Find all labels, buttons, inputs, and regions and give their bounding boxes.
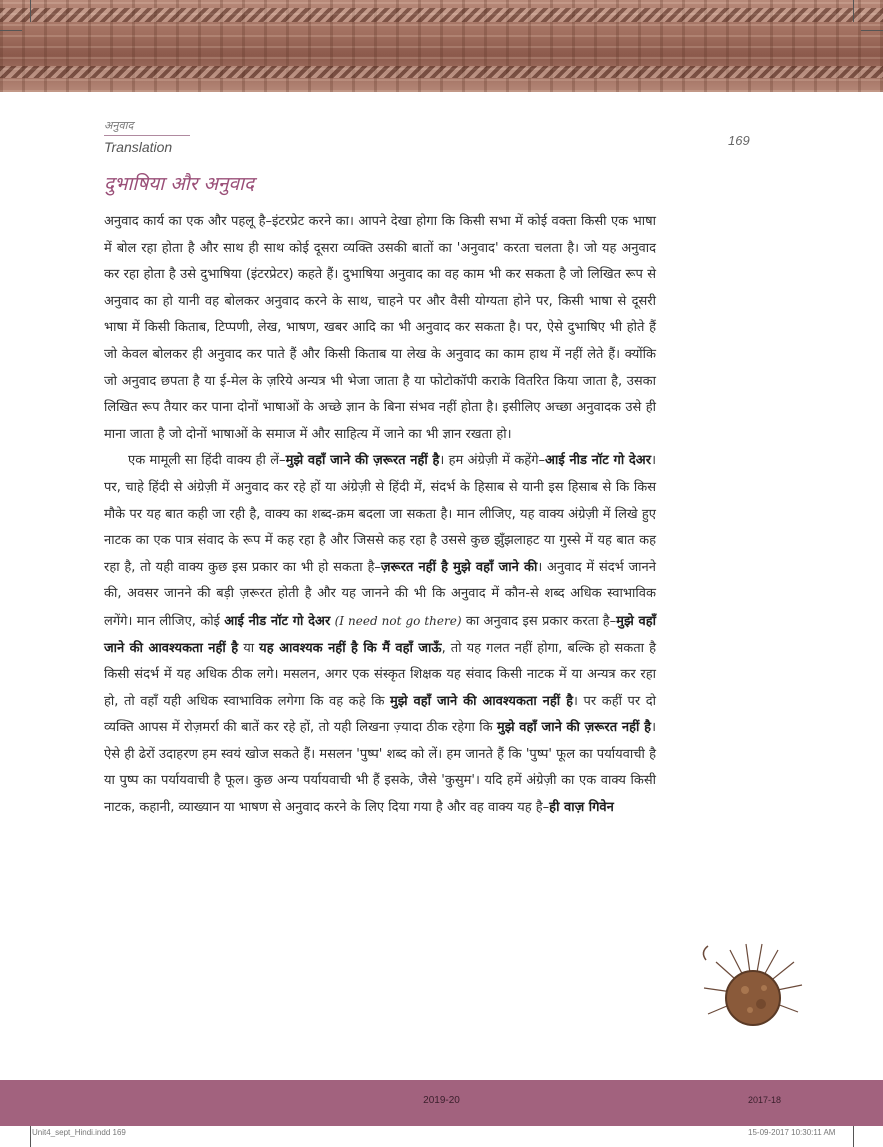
paragraph-1: अनुवाद कार्य का एक और पहलू है–इंटरप्रेट करने का। आपने देखा होगा कि किसी सभा में कोई वक्ता किसी एक भाषा में बोल रहा होता है और साथ ही साथ कोई दूसरा व्यक्ति उसकी बातों का 'अनुवाद' करता चलता है। जो यह अनुवाद कर रहा होता है उसे दुभाषिया (इंटरप्रेटर) कहते हैं। दुभाषिया अनुवाद का वह काम भी कर सकता है जो लिखित रूप से अनुवाद का हो यानी वह बोलकर अनुवाद करने के साथ, चाहने पर और वैसी योग्यता होने पर, किसी भाषा से दूसरी भाषा में किसी किताब, टिप्पणी, लेख, भाषण, खबर आदि का भी अनुवाद कर सकता है। पर, ऐसे दुभाषिए भी होते हैं जो केवल बोलकर ही अनुवाद कर पाते हैं और किसी किताब या लेख के अनुवाद का काम हाथ में नहीं लेते हैं। क्योंकि जो अनुवाद छपता है या ई-मेल के ज़रिये अन्यत्र भी भेजा जाता है या फोटोकॉपी कराके वितरित किया जाता है, उसका लिखित रूप तैयार कर पाना दोनों भाषाओं के अच्छे ज्ञान के बिना संभव नहीं होता है। इसीलिए अच्छा अनुवादक उसे ही माना जाता है जो दोनों भाषाओं के समाज में और साहित्य में जाने का भी ज्ञान रखता हो। [104,214,656,442]
running-head [104,118,190,155]
footer-session: 2019-20 [423,1095,460,1106]
running-head-rule [104,135,190,136]
carved-stone-banner [0,0,883,92]
section-title: दुभाषिया और अनुवाद [104,173,255,195]
page-number: 169 [728,133,750,148]
sun-illustration [698,940,808,1040]
paragraph-2: एक मामूली सा हिंदी वाक्य ही लें–मुझे वहाँ जाने की ज़रूरत नहीं है। हम अंग्रेज़ी में कहेंगे–आई नीड नॉट गो देअर। पर, चाहे हिंदी से अंग्रेज़ी में अनुवाद कर रहे हों या अंग्रेज़ी से हिंदी में, संदर्भ के हिसाब से यानी इस हिसाब से कि किस मौके पर यह बात कही जा रही है, वाक्य का शब्द-क्रम बदला जा सकता है। मान लीजिए, यह वाक्य अंग्रेज़ी में लिखे हुए नाटक का एक पात्र संवाद के रूप में कह रहा है और जिससे कह रहा है उससे कुछ झुँझलाहट या गुस्से में यह बात कह रहा है, तो यही वाक्य कुछ इस प्रकार का भी हो सकता है–ज़रूरत नहीं है मुझे वहाँ जाने की। अनुवाद में संदर्भ जानने की, अवसर जानने की बड़ी ज़रूरत होती है और यह जानने की भी कि अनुवाद में कौन-से शब्द अधिक स्वाभाविक लगेंगे। मान लीजिए, कोई आई नीड नॉट गो देअर (I need not go there) का अनुवाद इस प्रकार करता है–मुझे वहाँ जाने की आवश्यकता नहीं है या यह आवश्यक नहीं है कि मैं वहाँ जाऊँ, तो यह गलत नहीं होगा, बल्कि हो सकता है किसी संदर्भ में यह अधिक ठीक लगे। मसलन, अगर एक संस्कृत शिक्षक यह संवाद किसी नाटक में या अन्यत्र कर रहा हो, तो वहाँ यही अधिक स्वाभाविक लगेगा कि वह कहे कि मुझे वहाँ जाने की आवश्यकता नहीं है। पर कहीं पर दो व्यक्ति आपस में रोज़मर्रा की बातें कर रहे हों, तो यही लिखना ज़्यादा ठीक रहेगा कि मुझे वहाँ जाने की ज़रूरत नहीं है। ऐसे ही ढेरों उदाहरण हम स्वयं खोज सकते हैं। मसलन 'पुष्प' शब्द को लें। हम जानते हैं कि 'पुष्प' फूल का पर्यायवाची है या पुष्प का पर्यायवाची है फूल। कुछ अन्य पर्यायवाची भी हैं इसके, जैसे 'कुसुम'। यदि हमें अंग्रेज़ी का एक वाक्य किसी नाटक, कहानी, व्याख्यान या भाषण से अनुवाद करने के लिए दिया गया है और वह वाक्य यह है–ही वाज़ गिवेन [104,453,657,816]
banner-carving-band [0,66,883,78]
crop-mark [30,1126,31,1147]
crop-mark [853,1126,854,1147]
crop-mark [30,0,31,22]
crop-mark [861,30,883,31]
file-slug: Unit4_sept_Hindi.indd 169 [32,1128,126,1137]
running-head-english: Translation [104,139,173,155]
banner-carving-band [0,8,883,22]
footer-year: 2017-18 [748,1095,782,1105]
crop-mark [0,30,22,31]
running-head-hindi: अनुवाद [104,119,134,132]
body-text [104,209,656,822]
footer-bar [0,1080,883,1126]
crop-mark [853,0,854,22]
timestamp-slug: 15-09-2017 10:30:11 AM [748,1128,836,1137]
